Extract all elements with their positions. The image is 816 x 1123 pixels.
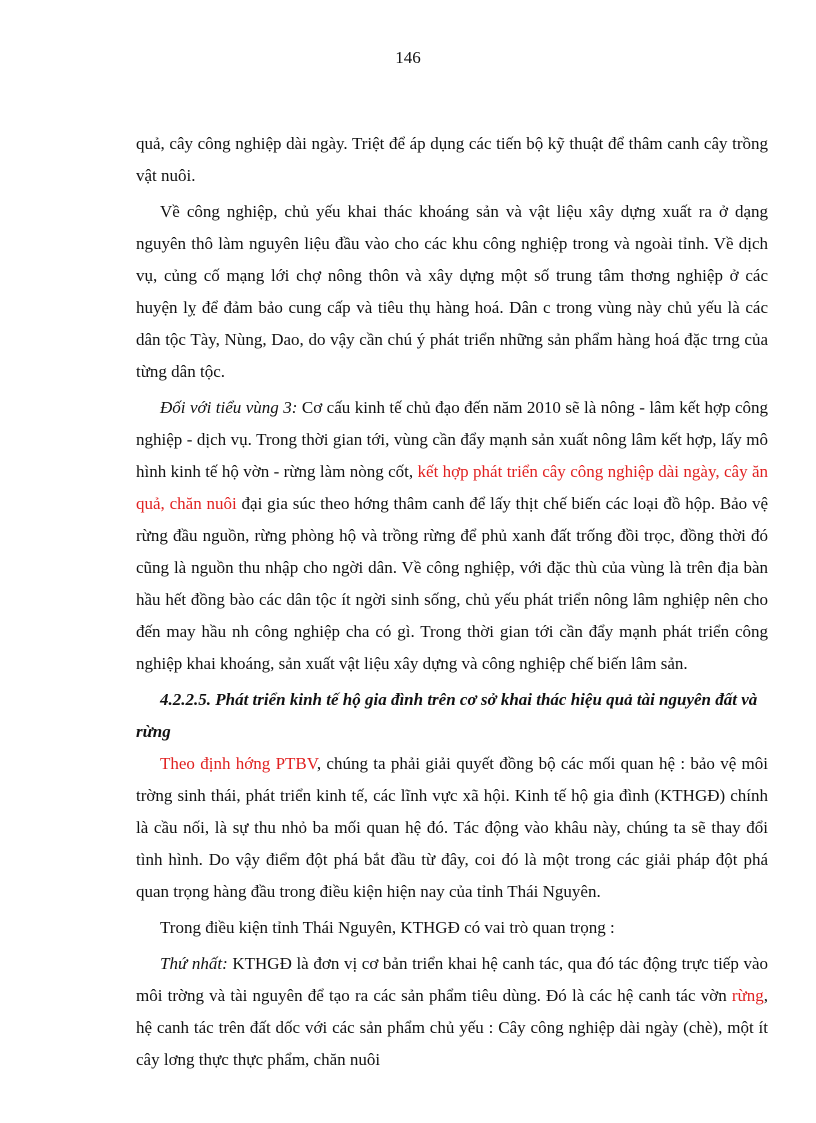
paragraph-4 [136,748,768,908]
paragraph-3-text-b: đại gia súc theo hớng thâm canh để lấy thịt chế biến các loại đồ hộp. Bảo vệ rừng đầu nguồn, rừng phòng hộ và trồng rừng để phủ xanh đất trống đồi trọc, đồng thời đó cũng là nguồn thu nhập cho ngời dân. Về công nghiệp, với đặc thù của vùng là trên địa bàn hầu hết đồng bào các dân tộc ít ngời sinh sống, chủ yếu phát triển nông lâm nghiệp nên cho đến may hầu nh công nghiệp cha có gì. Trong thời gian tới cần đẩy mạnh phát triển công nghiệp khai khoáng, sản xuất vật liệu xây dựng và công nghiệp chế biến lâm sản. [136,494,768,673]
paragraph-4-text: , chúng ta phải giải quyết đồng bộ các mối quan hệ : bảo vệ môi trờng sinh thái, phát triển kinh tế, các lĩnh vực xã hội. Kinh tế hộ gia đình (KTHGĐ) chính là cầu nối, là sự thu nhỏ ba mối quan hệ đó. Tác động vào khâu này, chúng ta sẽ thay đổi tình hình. Do vậy điểm đột phá bắt đầu từ đây, coi đó là một trong các giải pháp đột phá quan trọng hàng đầu trong điều kiện hiện nay của tỉnh Thái Nguyên. [136,754,769,901]
page-number: 146 [395,48,421,67]
page-body [136,128,768,1076]
section-heading: 4.2.2.5. Phát triển kinh tế hộ gia đình trên cơ sở khai thác hiệu quả tài nguyên đất và rừng [136,690,758,741]
first-point-label: Thứ nhất: [160,954,228,973]
paragraph-2: Về công nghiệp, chủ yếu khai thác khoáng sản và vật liệu xây dựng xuất ra ở dạng nguyên thô làm nguyên liệu đầu vào cho các khu công nghiệp trong và ngoài tỉnh. Về dịch vụ, củng cố mạng lới chợ nông thôn và xây dựng một số trung tâm thơng nghiệp ở các huyện lỵ để đảm bảo cung cấp và tiêu thụ hàng hoá. Dân c trong vùng này chủ yếu là các dân tộc Tày, Nùng, Dao, do vậy cần chú ý phát triển những sản phẩm hàng hoá đặc trng của từng dân tộc. [136,202,768,381]
paragraph-3-text-a: Cơ cấu kinh tế chủ đạo đến năm 2010 sẽ là nông - lâm kết hợp công nghiệp - dịch vụ. Trong thời gian tới, vùng cần đẩy mạnh sản xuất nông lâm kết hợp, lấy mô hình kinh tế hộ vờn - rừng làm nòng cốt, [136,398,769,481]
paragraph-5: Trong điều kiện tỉnh Thái Nguyên, KTHGĐ có vai trò quan trọng : [160,918,615,937]
paragraph-6-text-b: , hệ canh tác trên đất dốc với các sản phẩm chủ yếu : Cây công nghiệp dài ngày (chè), một ít cây lơng thực thực phẩm, chăn nuôi [136,986,768,1069]
subregion-3-label: Đối với tiểu vùng 3: [160,398,298,417]
paragraph-3 [136,392,768,680]
paragraph-6-highlight: rừng [731,986,764,1005]
paragraph-6 [136,948,768,1076]
paragraph-1: quả, cây công nghiệp dài ngày. Triệt để áp dụng các tiến bộ kỹ thuật để thâm canh cây trồng vật nuôi. [136,134,768,185]
paragraph-6-text-a: KTHGĐ là đơn vị cơ bản triển khai hệ canh tác, qua đó tác động trực tiếp vào môi trờng và tài nguyên để tạo ra các sản phẩm tiêu dùng. Đó là các hệ canh tác vờn [136,954,768,1005]
paragraph-3-highlight: kết hợp phát triển cây công nghiệp dài ngày, cây ăn quả, chăn nuôi [136,462,768,513]
paragraph-4-highlight: Theo định hớng PTBV [160,754,317,773]
